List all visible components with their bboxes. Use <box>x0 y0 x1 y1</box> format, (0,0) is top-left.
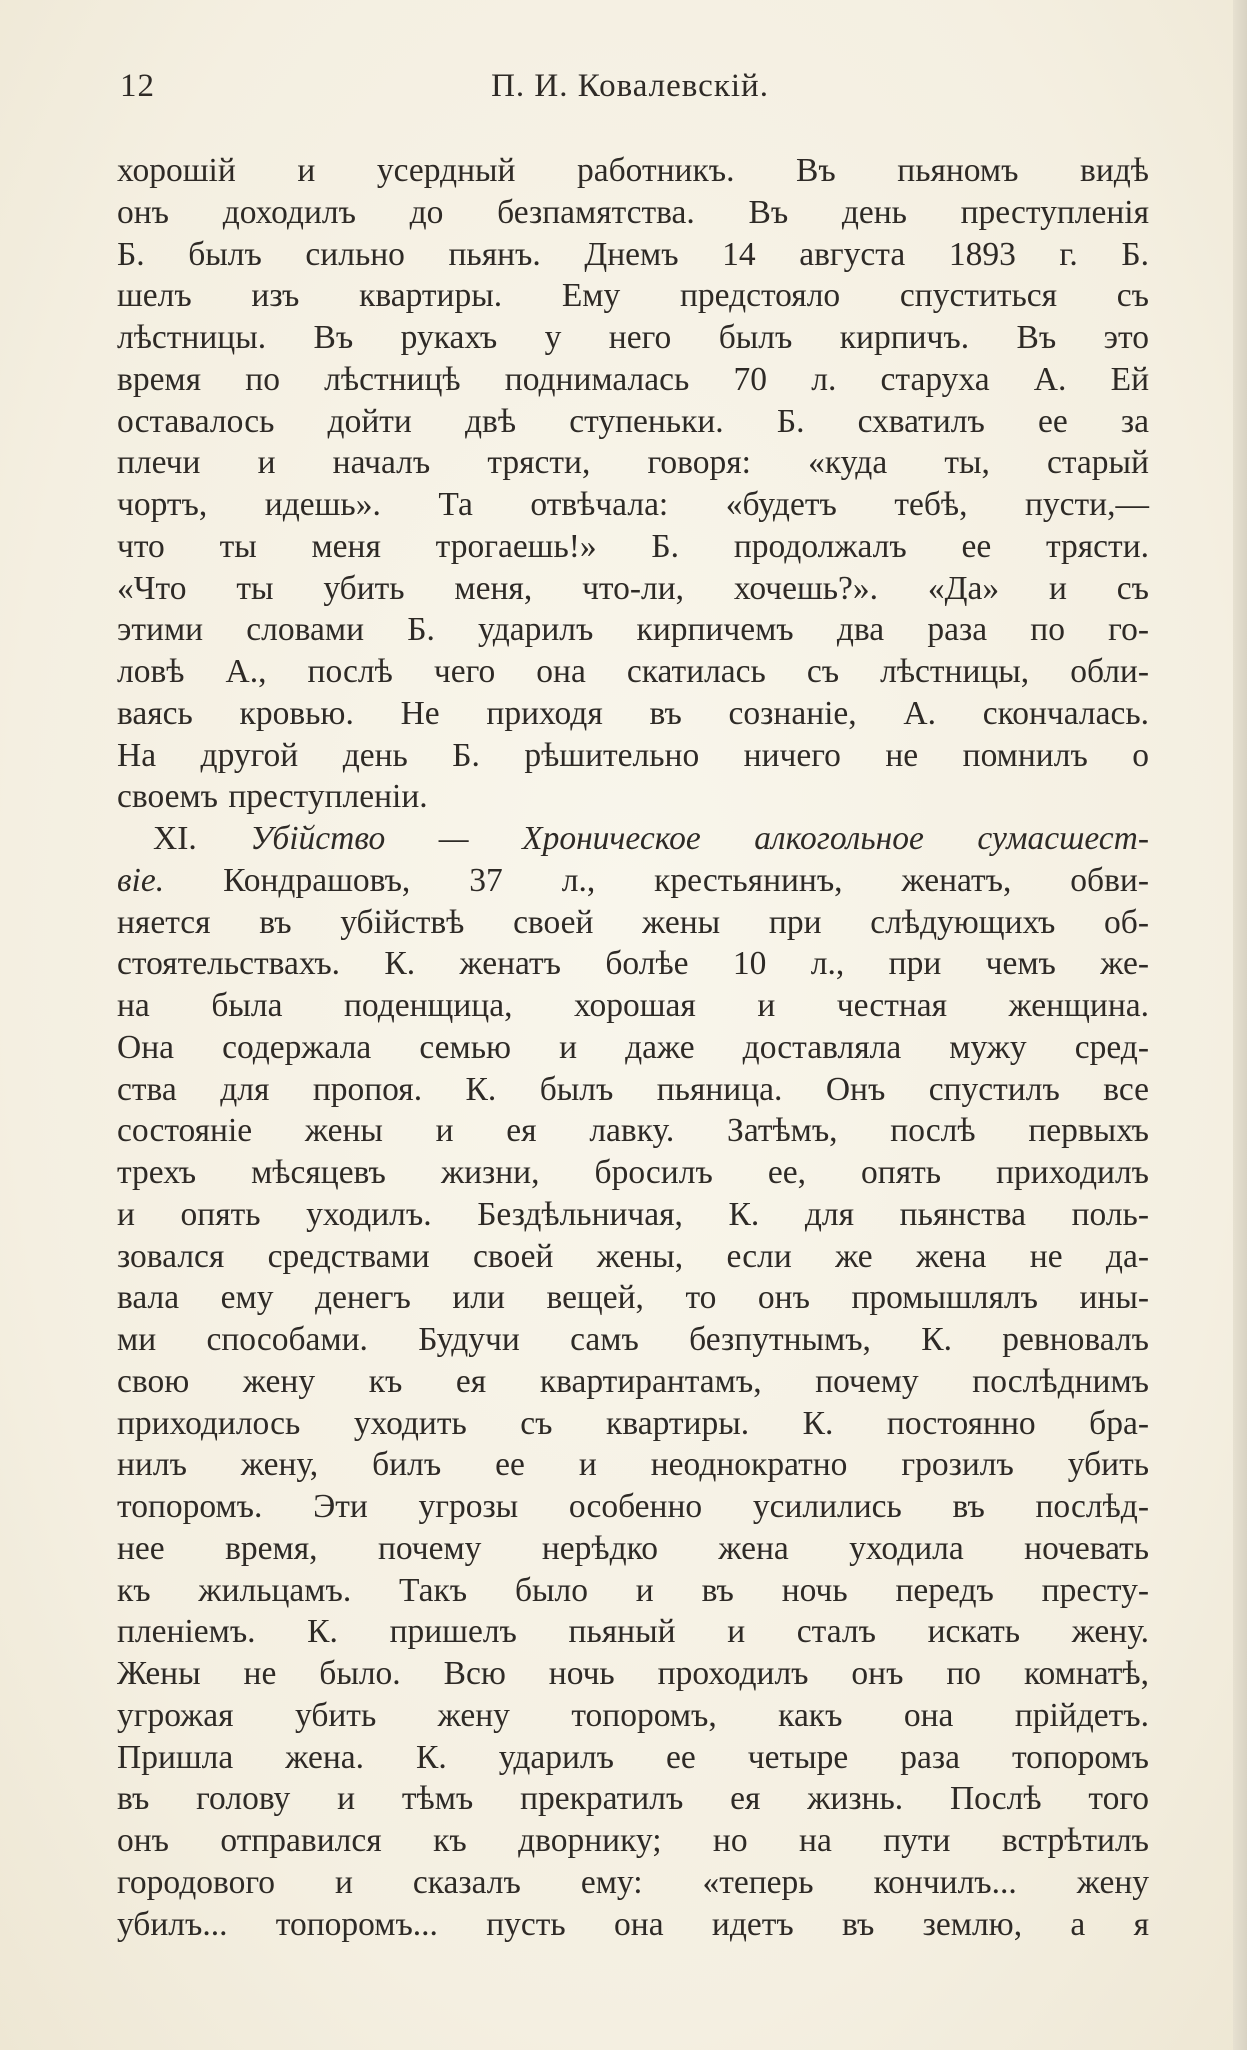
text-line: въ голову и тѣмъ прекратилъ ея жизнь. Послѣ того <box>117 1780 1149 1818</box>
text-line: шелъ изъ квартиры. Ему предстояло спуститься съ <box>117 277 1149 315</box>
text-line: зовался средствами своей жены, если же жена не да- <box>117 1237 1149 1275</box>
running-head <box>120 64 1140 112</box>
text-line: городового и сказалъ ему: «теперь кончилъ... жену <box>117 1863 1149 1901</box>
text-line: вала ему денегъ или вещей, то онъ промышлялъ ины- <box>117 1279 1149 1317</box>
section-heading-line <box>117 818 1149 860</box>
text-line: трехъ мѣсяцевъ жизни, бросилъ ее, опять приходилъ <box>117 1154 1149 1191</box>
text-line: нее время, почему нерѣдко жена уходила ночевать <box>117 1529 1149 1567</box>
text-line: этими словами Б. ударилъ кирпичемъ два раза по го- <box>117 611 1149 649</box>
text-line: время по лѣстницѣ поднималась 70 л. старуха А. Ей <box>117 360 1149 398</box>
section-heading-line <box>117 860 1149 902</box>
text-line: къ жильцамъ. Такъ было и въ ночь передъ престу- <box>117 1571 1149 1609</box>
page-edge <box>1233 0 1247 2050</box>
text-line: нилъ жену, билъ ее и неоднократно грозилъ убить <box>117 1446 1149 1484</box>
text-line: На другой день Б. рѣшительно ничего не помнилъ о <box>117 736 1149 774</box>
text-line: что ты меня трогаешь!» Б. продолжалъ ее трясти. <box>117 527 1149 565</box>
text-line: на была поденщица, хорошая и честная женщина. <box>117 987 1149 1024</box>
text-line: Жены не было. Всю ночь проходилъ онъ по комнатѣ, <box>117 1655 1149 1692</box>
text-line: ловѣ А., послѣ чего она скатилась съ лѣстницы, обли- <box>117 653 1149 690</box>
text-line: ваясь кровью. Не приходя въ сознаніе, А. скончалась. <box>117 694 1149 732</box>
section-title-end: віе. <box>117 861 165 899</box>
text-line: приходилось уходить съ квартиры. К. постоянно бра- <box>117 1404 1149 1442</box>
text-line: и опять уходилъ. Бездѣльничая, К. для пьянства поль- <box>117 1195 1149 1233</box>
text-line: стоятельствахъ. К. женатъ болѣе 10 л., при чемъ же- <box>117 945 1149 983</box>
body-text <box>117 150 1149 1945</box>
text-line: хорошій и усердный работникъ. Въ пьяномъ видѣ <box>117 152 1149 189</box>
text-line: «Что ты убить меня, что-ли, хочешь?». «Да» и съ <box>117 569 1149 607</box>
text-line: чортъ, идешь». Та отвѣчала: «будетъ тебѣ, пусти,— <box>117 486 1149 523</box>
text-line: Б. былъ сильно пьянъ. Днемъ 14 августа 1893 г. Б. <box>117 235 1149 273</box>
section-number: XI. <box>153 820 197 857</box>
section-first-text: Кондрашовъ, 37 л., крестьянинъ, женатъ, обви- <box>223 861 1150 899</box>
text-line: лѣстницы. Въ рукахъ у него былъ кирпичъ. Въ это <box>117 319 1149 356</box>
text-line: своемъ преступленіи. <box>117 778 428 816</box>
text-line: плечи и началъ трясти, говоря: «куда ты, старый <box>117 444 1149 482</box>
text-line: Она содержала семью и даже доставляла мужу сред- <box>117 1028 1149 1066</box>
text-line: онъ доходилъ до безпамятства. Въ день преступленія <box>117 193 1149 231</box>
text-line: оставалось дойти двѣ ступеньки. Б. схватилъ ее за <box>117 402 1149 440</box>
text-line: свою жену къ ея квартирантамъ, почему послѣднимъ <box>117 1362 1149 1400</box>
text-line: Пришла жена. К. ударилъ ее четыре раза топоромъ <box>117 1738 1149 1776</box>
section-title: Убійство — Хроническое алкогольное сумасшест- <box>250 820 1150 857</box>
text-line: угрожая убить жену топоромъ, какъ она прійдетъ. <box>117 1696 1149 1734</box>
text-line: убилъ... топоромъ... пусть она идетъ въ землю, а я <box>117 1905 1149 1943</box>
text-line: состояніе жены и ея лавку. Затѣмъ, послѣ первыхъ <box>117 1112 1149 1150</box>
text-line: пленіемъ. К. пришелъ пьяный и сталъ искать жену. <box>117 1613 1149 1651</box>
text-line: ми способами. Будучи самъ безпутнымъ, К. ревновалъ <box>117 1321 1149 1358</box>
text-line: онъ отправился къ дворнику; но на пути встрѣтилъ <box>117 1822 1149 1859</box>
page-number: 12 <box>120 68 155 104</box>
text-line: няется въ убійствѣ своей жены при слѣдующихъ об- <box>117 903 1149 941</box>
text-line: ства для пропоя. К. былъ пьяница. Онъ спустилъ все <box>117 1070 1149 1108</box>
text-line: топоромъ. Эти угрозы особенно усилились въ послѣд- <box>117 1488 1149 1525</box>
running-title: П. И. Ковалевскій. <box>491 68 769 104</box>
